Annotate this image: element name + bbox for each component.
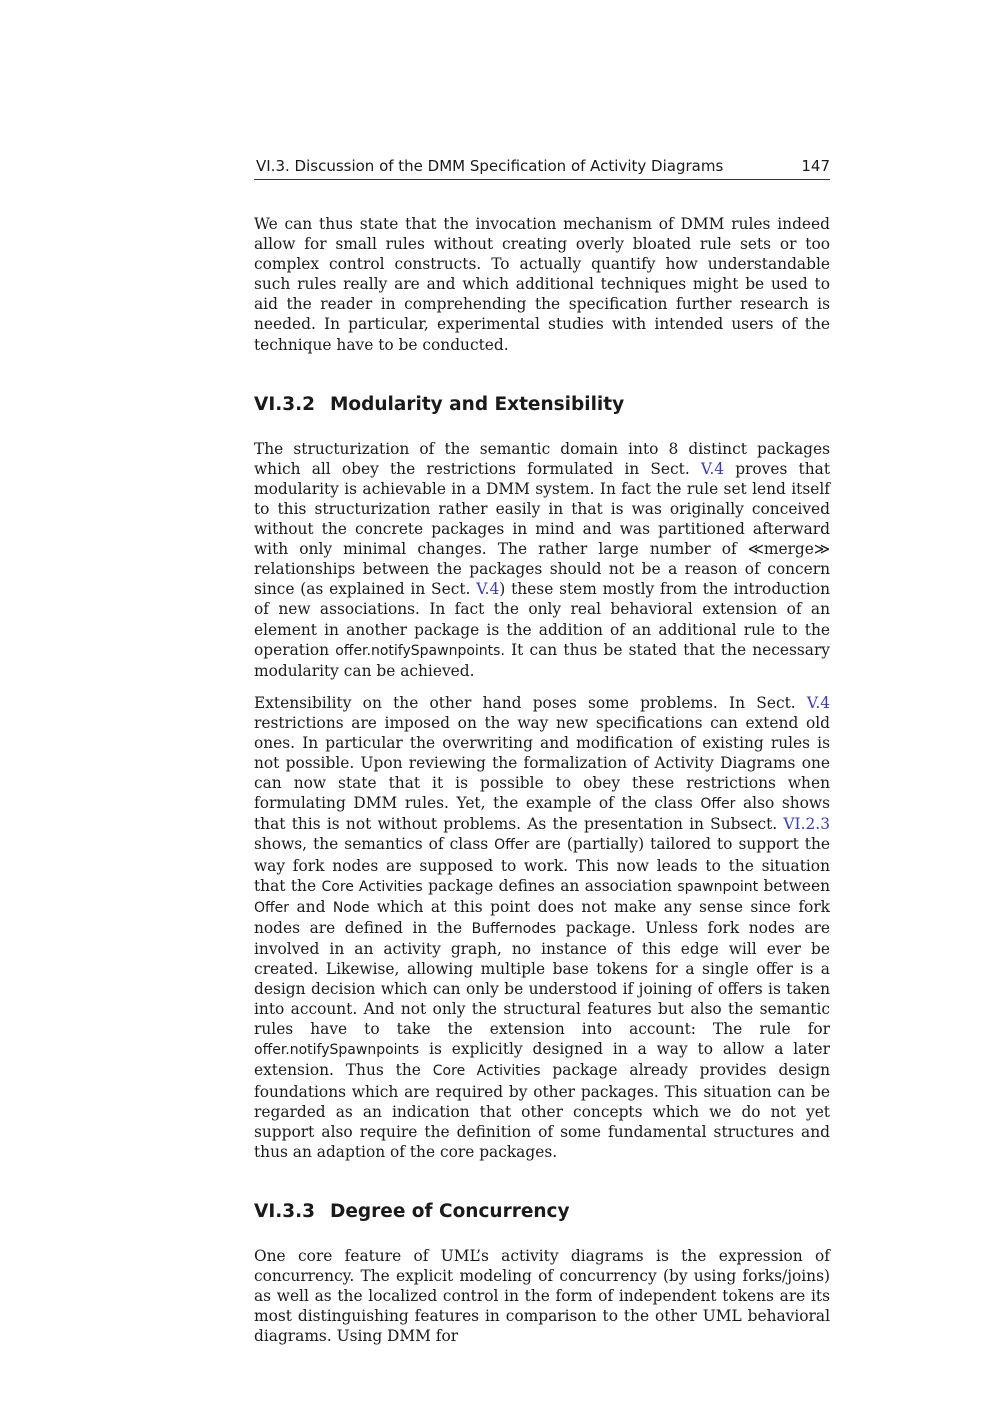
text-span: between: [758, 876, 831, 895]
code-identifier: Node: [332, 899, 370, 916]
text-span: package already provides design foundations which are required by other packages. This situation can be regarded as an indication that other concepts which we do not yet support also require the definition of some fundamental structures and thus an adaption of the core packages.: [254, 1061, 830, 1161]
text-span: The structurization of the semantic domain into 8 distinct packages which all obey the restrictions formulated in Sect.: [254, 439, 830, 478]
paragraph-modularity: [254, 439, 830, 681]
code-identifier: Offer: [494, 837, 530, 854]
section-heading-modularity: [254, 393, 830, 417]
cross-reference-link[interactable]: V.4: [476, 580, 500, 599]
text-span: Extensibility on the other hand poses some problems. In Sect.: [254, 693, 807, 712]
text-span: and: [289, 897, 333, 916]
cross-reference-link[interactable]: VI.2.3: [783, 815, 830, 834]
text-span: package. Unless fork nodes are involved in an activity graph, no instance of this edge will ever be created. Likewise, allowing multiple base tokens for a single offer is a design decision which can only be understood if joining of offers is taken into account. And not only the structural features but also the semantic rules have to take the extension into account: The rule for: [254, 918, 831, 1039]
paragraph-invocation-mechanism: We can thus state that the invocation mechanism of DMM rules indeed allow for small rules without creating overly bloated rule sets or too complex control constructs. To actually quantify how understandable such rules really are and which additional techniques might be used to aid the reader in comprehending the specification further research is needed. In particular, experimental studies with intended users of the technique have to be conducted.: [254, 215, 830, 354]
text-span: proves that modularity is achievable in a DMM system. In fact the rule set lend itself to this structurization rather easily in that is was originally conceived without the concrete packages in mind and was partitioned afterward with only minimal changes. The rather large number of ≪merge≫ relationships between the packages should not be a reason of concern since (as explained in Sect.: [254, 459, 830, 599]
text-span: which at this point does not make any sense since fork nodes are defined in the: [254, 897, 830, 937]
header-section-title: VI.3. Discussion of the DMM Specification of Activity Diagrams: [256, 157, 724, 175]
section-heading-concurrency: [254, 1200, 830, 1224]
code-identifier: offer.notifySpawnpoints.: [335, 642, 505, 659]
code-identifier: Buffernodes: [471, 920, 557, 937]
code-identifier: Core Activities: [432, 1063, 541, 1080]
section-title: Modularity and Extensibility: [330, 393, 625, 415]
code-identifier: Offer: [254, 899, 290, 916]
paragraph-concurrency: One core feature of UML’s activity diagrams is the expression of concurrency. The explicit modeling of concurrency (by using forks/joins) as well as the localized control in the form of independent tokens are its most distinguishing features in comparison to the other UML behavioral diagrams. Using DMM for: [254, 1246, 830, 1346]
text-span: is explicitly designed in a way to allow a later extension. Thus the: [254, 1040, 830, 1080]
text-span: are (partially) tailored to support the way fork nodes are supposed to work. This now leads to the situation that the: [254, 835, 830, 895]
text-span: restrictions are imposed on the way new specifications can extend old ones. In particular the overwriting and modification of existing rules is not possible. Upon reviewing the formalization of Activity Diagrams one can now state that it is possible to obey these restrictions when formulating DMM rules. Yet, the example of the class: [254, 713, 830, 813]
section-number: VI.3.3: [254, 1200, 316, 1222]
text-span: shows, the semantics of class: [254, 835, 495, 854]
code-identifier: offer.notifySpawnpoints: [254, 1042, 420, 1059]
text-span: It can thus be stated that the necessary modularity can be achieved.: [254, 640, 830, 680]
text-span: package defines an association: [422, 876, 678, 895]
page-body: [254, 152, 830, 1346]
running-header: [254, 152, 830, 180]
code-identifier: spawnpoint: [677, 878, 759, 895]
paragraph-extensibility: [254, 693, 830, 1162]
text-span: ) these stem mostly from the introduction of new associations. In fact the only real behavioral extension of an element in another package is the addition of an additional rule to the operation: [254, 580, 830, 659]
code-identifier: Offer: [700, 796, 736, 813]
page-number: 147: [801, 157, 830, 175]
cross-reference-link[interactable]: V.4: [806, 693, 830, 712]
code-identifier: Core Activities: [321, 878, 423, 895]
cross-reference-link[interactable]: V.4: [700, 459, 725, 478]
section-title: Degree of Concurrency: [330, 1200, 570, 1222]
text-span: also shows that this is not without problems. As the presentation in Subsect.: [254, 794, 830, 834]
section-number: VI.3.2: [254, 393, 316, 415]
